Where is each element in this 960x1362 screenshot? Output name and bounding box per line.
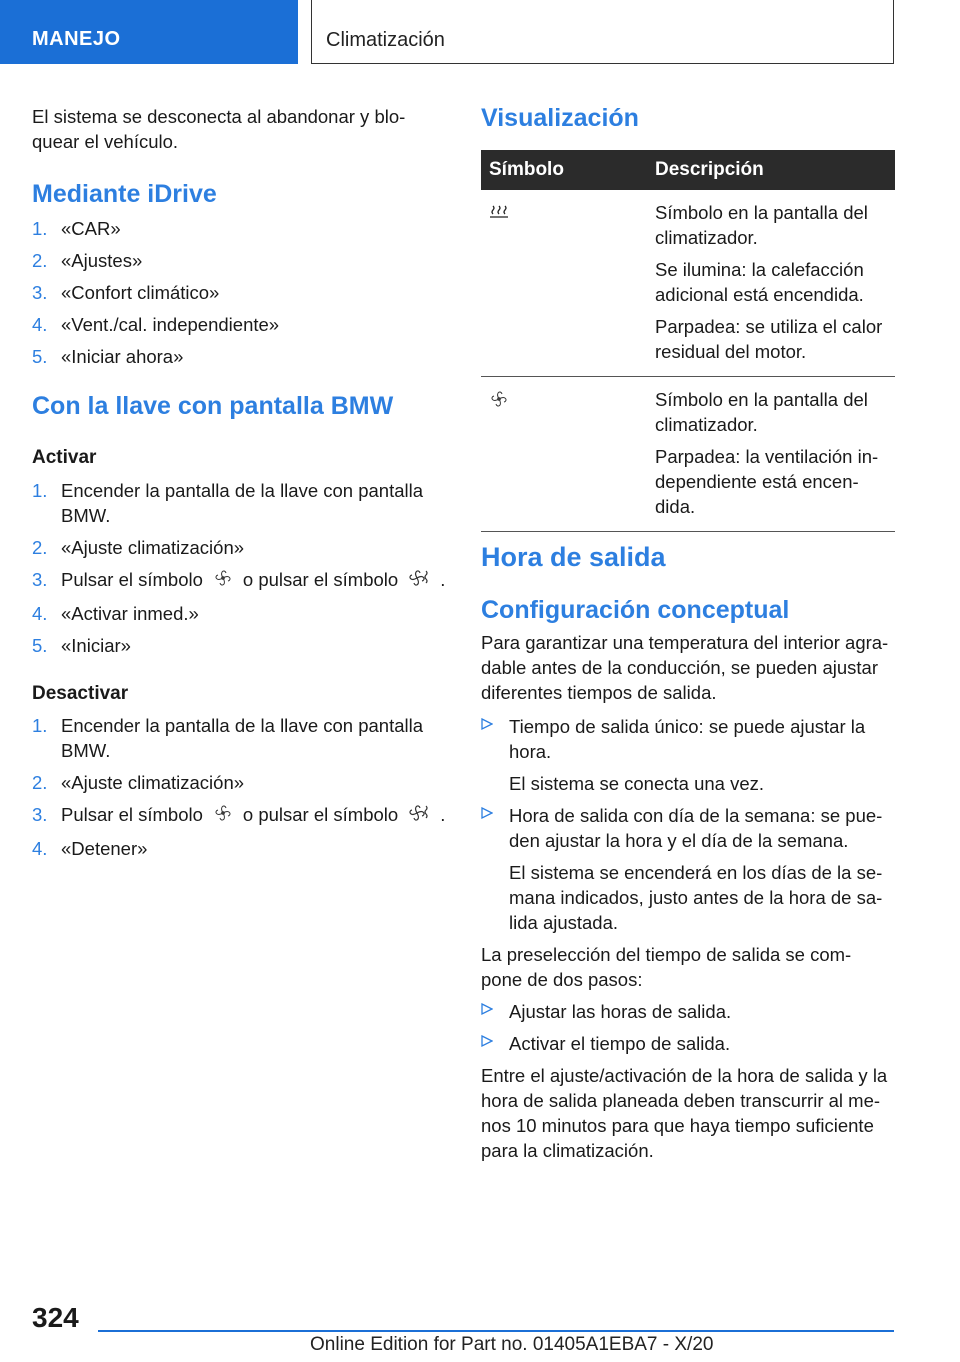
list-item: 3. Pulsar el símbolo o pulsar el símbolo . bbox=[32, 802, 452, 829]
fan-heat-icon bbox=[408, 568, 430, 594]
list-item: 1. «CAR» bbox=[32, 218, 121, 239]
edition-text: Online Edition for Part no. 01405A1EBA7 - X/20 bbox=[310, 1334, 714, 1355]
list-item: 5. «Iniciar» bbox=[32, 635, 131, 657]
activate-steps bbox=[32, 478, 452, 665]
list-item: 2. «Ajustes» bbox=[32, 250, 143, 271]
concept-heading: Configuración conceptual bbox=[481, 596, 790, 624]
table-row: Símbolo en la pantalla del climatizador. Parpadea: la ventilación in- dependiente está encen- dida. bbox=[481, 377, 895, 532]
list-item: 1. Encender la pantalla de la llave con pantalla BMW. bbox=[32, 480, 424, 526]
list-item: 4. «Activar inmed.» bbox=[32, 603, 199, 625]
fan-icon bbox=[213, 803, 233, 829]
intro-paragraph: El sistema se desconecta al abandonar y blo- quear el vehículo. bbox=[32, 106, 406, 152]
key-display-heading: Con la llave con pantalla BMW bbox=[32, 392, 394, 420]
list-item: 2. «Ajuste climatización» bbox=[32, 772, 245, 793]
heat-icon bbox=[489, 204, 509, 225]
deactivate-steps bbox=[32, 713, 452, 868]
list-item: 3. «Confort climático» bbox=[32, 282, 220, 303]
list-item: 5. «Iniciar ahora» bbox=[32, 346, 184, 367]
chapter-box bbox=[311, 0, 894, 64]
concept-paragraph: Para garantizar una temperatura del interior agra- dable antes de la conducción, se pueden ajustar diferentes tiempos de salida. bbox=[481, 632, 889, 703]
list-item: 2. «Ajuste climatización» bbox=[32, 537, 245, 558]
list-item: Tiempo de salida único: se puede ajustar la hora. El sistema se conecta una vez. bbox=[481, 714, 901, 796]
departure-options bbox=[481, 714, 901, 942]
table-header-symbol: Símbolo bbox=[481, 150, 647, 190]
triangle-bullet-icon bbox=[481, 1002, 493, 1021]
page-number: 324 bbox=[32, 1302, 79, 1333]
triangle-bullet-icon bbox=[481, 806, 493, 825]
deactivate-heading: Desactivar bbox=[32, 683, 129, 704]
list-item: 3. Pulsar el símbolo o pulsar el símbolo . bbox=[32, 567, 452, 594]
fan-heat-icon bbox=[408, 803, 430, 829]
triangle-bullet-icon bbox=[481, 1034, 493, 1053]
fan-icon bbox=[213, 568, 233, 594]
table-header-description: Descripción bbox=[647, 150, 895, 190]
activate-heading: Activar bbox=[32, 447, 97, 468]
list-item: 4. «Detener» bbox=[32, 838, 148, 860]
symbol-table bbox=[481, 150, 895, 532]
list-item: Hora de salida con día de la semana: se pue- den ajustar la hora y el día de la semana. El sistema se encenderá en los días de la se- mana indicados, justo antes de la hora de sa- lida ajustada. bbox=[481, 803, 901, 935]
idrive-steps bbox=[32, 216, 442, 376]
idrive-heading: Mediante iDrive bbox=[32, 180, 217, 208]
list-item: Ajustar las horas de salida. bbox=[481, 999, 901, 1024]
display-heading: Visualización bbox=[481, 104, 639, 132]
section-title: MANEJO bbox=[32, 28, 121, 50]
fan-icon bbox=[489, 392, 509, 413]
departure-heading: Hora de salida bbox=[481, 542, 666, 572]
final-paragraph: Entre el ajuste/activación de la hora de salida y la hora de salida planeada deben transcurrir al me- nos 10 minutos para que haya tiempo suficiente para la climatización. bbox=[481, 1065, 888, 1161]
triangle-bullet-icon bbox=[481, 717, 493, 736]
list-item: 4. «Vent./cal. independiente» bbox=[32, 314, 280, 335]
chapter-title: Climatización bbox=[326, 29, 445, 51]
preselect-paragraph: La preselección del tiempo de salida se com- pone de dos pasos: bbox=[481, 944, 852, 990]
section-tab bbox=[0, 0, 298, 64]
list-item: Activar el tiempo de salida. bbox=[481, 1031, 901, 1056]
preselect-steps bbox=[481, 999, 901, 1063]
list-item: 1. Encender la pantalla de la llave con pantalla BMW. bbox=[32, 715, 424, 761]
footer-divider bbox=[98, 1330, 894, 1332]
table-row: Símbolo en la pantalla del climatizador. Se ilumina: la calefacción adicional está encendida. Parpadea: se utiliza el calor residual del motor. bbox=[481, 190, 895, 377]
